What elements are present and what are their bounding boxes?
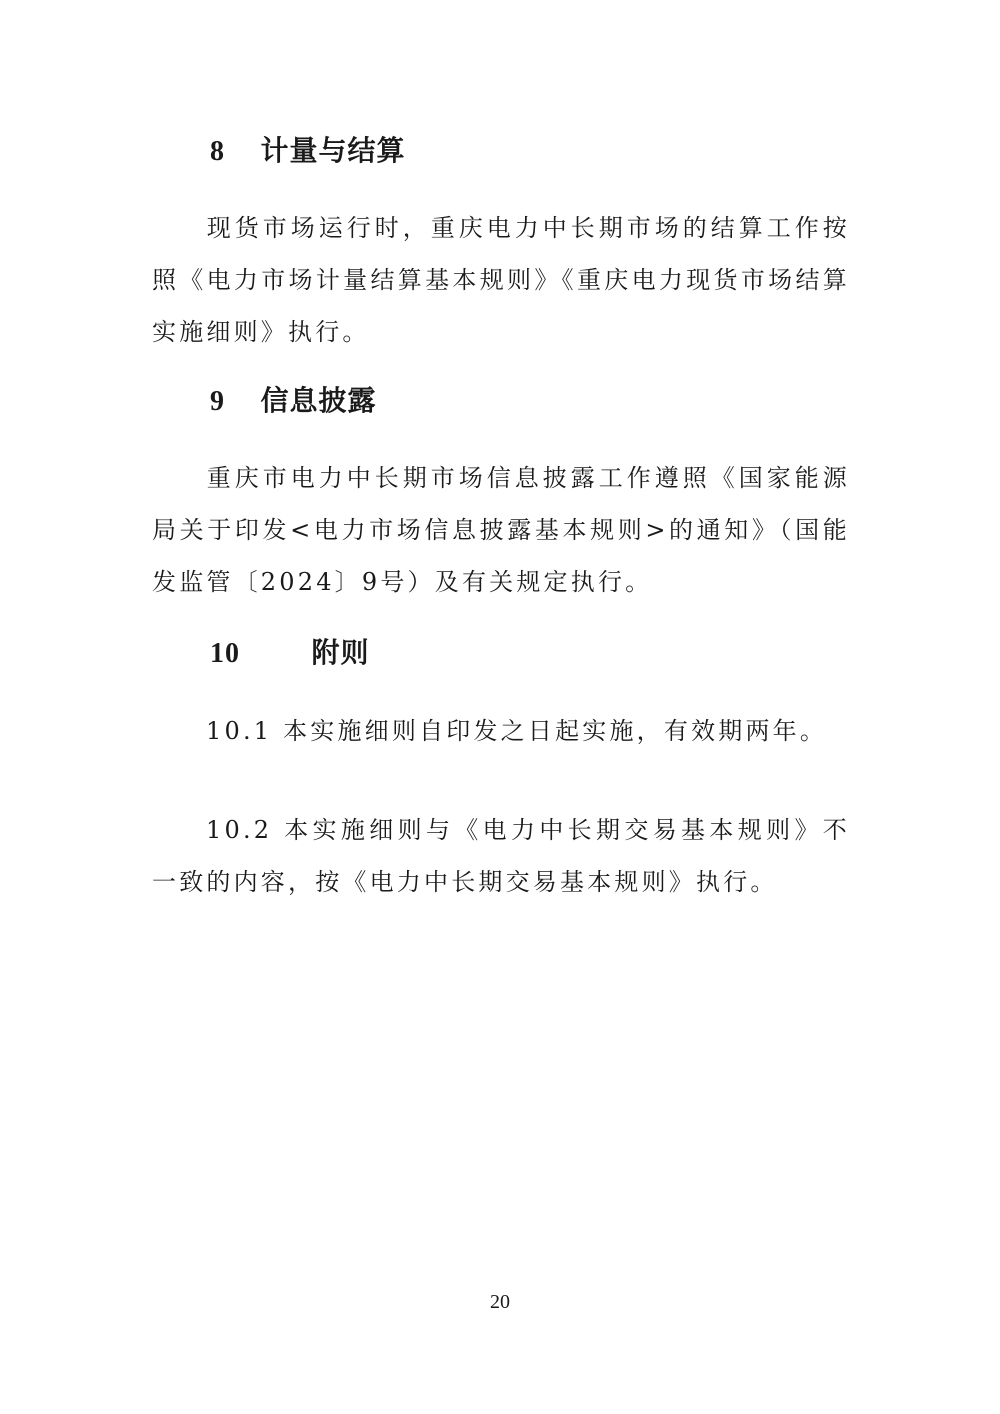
section-10-heading bbox=[210, 635, 370, 672]
section-10-paragraph-2-text: 10.2 本实施细则与《电力中长期交易基本规则》不一致的内容，按《电力中长期交易基本规则》执行。 bbox=[152, 816, 850, 896]
section-8-title: 计量与结算 bbox=[260, 134, 406, 167]
section-8-paragraph-1-text: 现货市场运行时，重庆电力中长期市场的结算工作按照《电力市场计量结算基本规则》《重庆电力现货市场结算实施细则》执行。 bbox=[152, 214, 850, 346]
section-10-title: 附则 bbox=[311, 636, 370, 669]
section-8-heading bbox=[210, 133, 406, 170]
section-10-paragraph-1-text: 10.1 本实施细则自印发之日起实施，有效期两年。 bbox=[206, 717, 828, 745]
section-9-number: 9 bbox=[210, 386, 225, 417]
section-9-paragraph-1-text: 重庆市电力中长期市场信息披露工作遵照《国家能源局关于印发<电力市场信息披露基本规则>的通知》（国能发监管〔2024〕9号）及有关规定执行。 bbox=[152, 464, 850, 596]
section-9-title: 信息披露 bbox=[260, 384, 377, 417]
section-9-paragraph-1 bbox=[152, 452, 850, 608]
section-8-paragraph-1 bbox=[152, 202, 850, 358]
page-number: 20 bbox=[490, 1291, 510, 1313]
section-10-paragraph-1 bbox=[152, 705, 850, 757]
section-10-number: 10 bbox=[210, 638, 240, 669]
section-8-number: 8 bbox=[210, 136, 225, 167]
section-10-paragraph-2 bbox=[152, 804, 850, 908]
section-9-heading bbox=[210, 383, 377, 420]
